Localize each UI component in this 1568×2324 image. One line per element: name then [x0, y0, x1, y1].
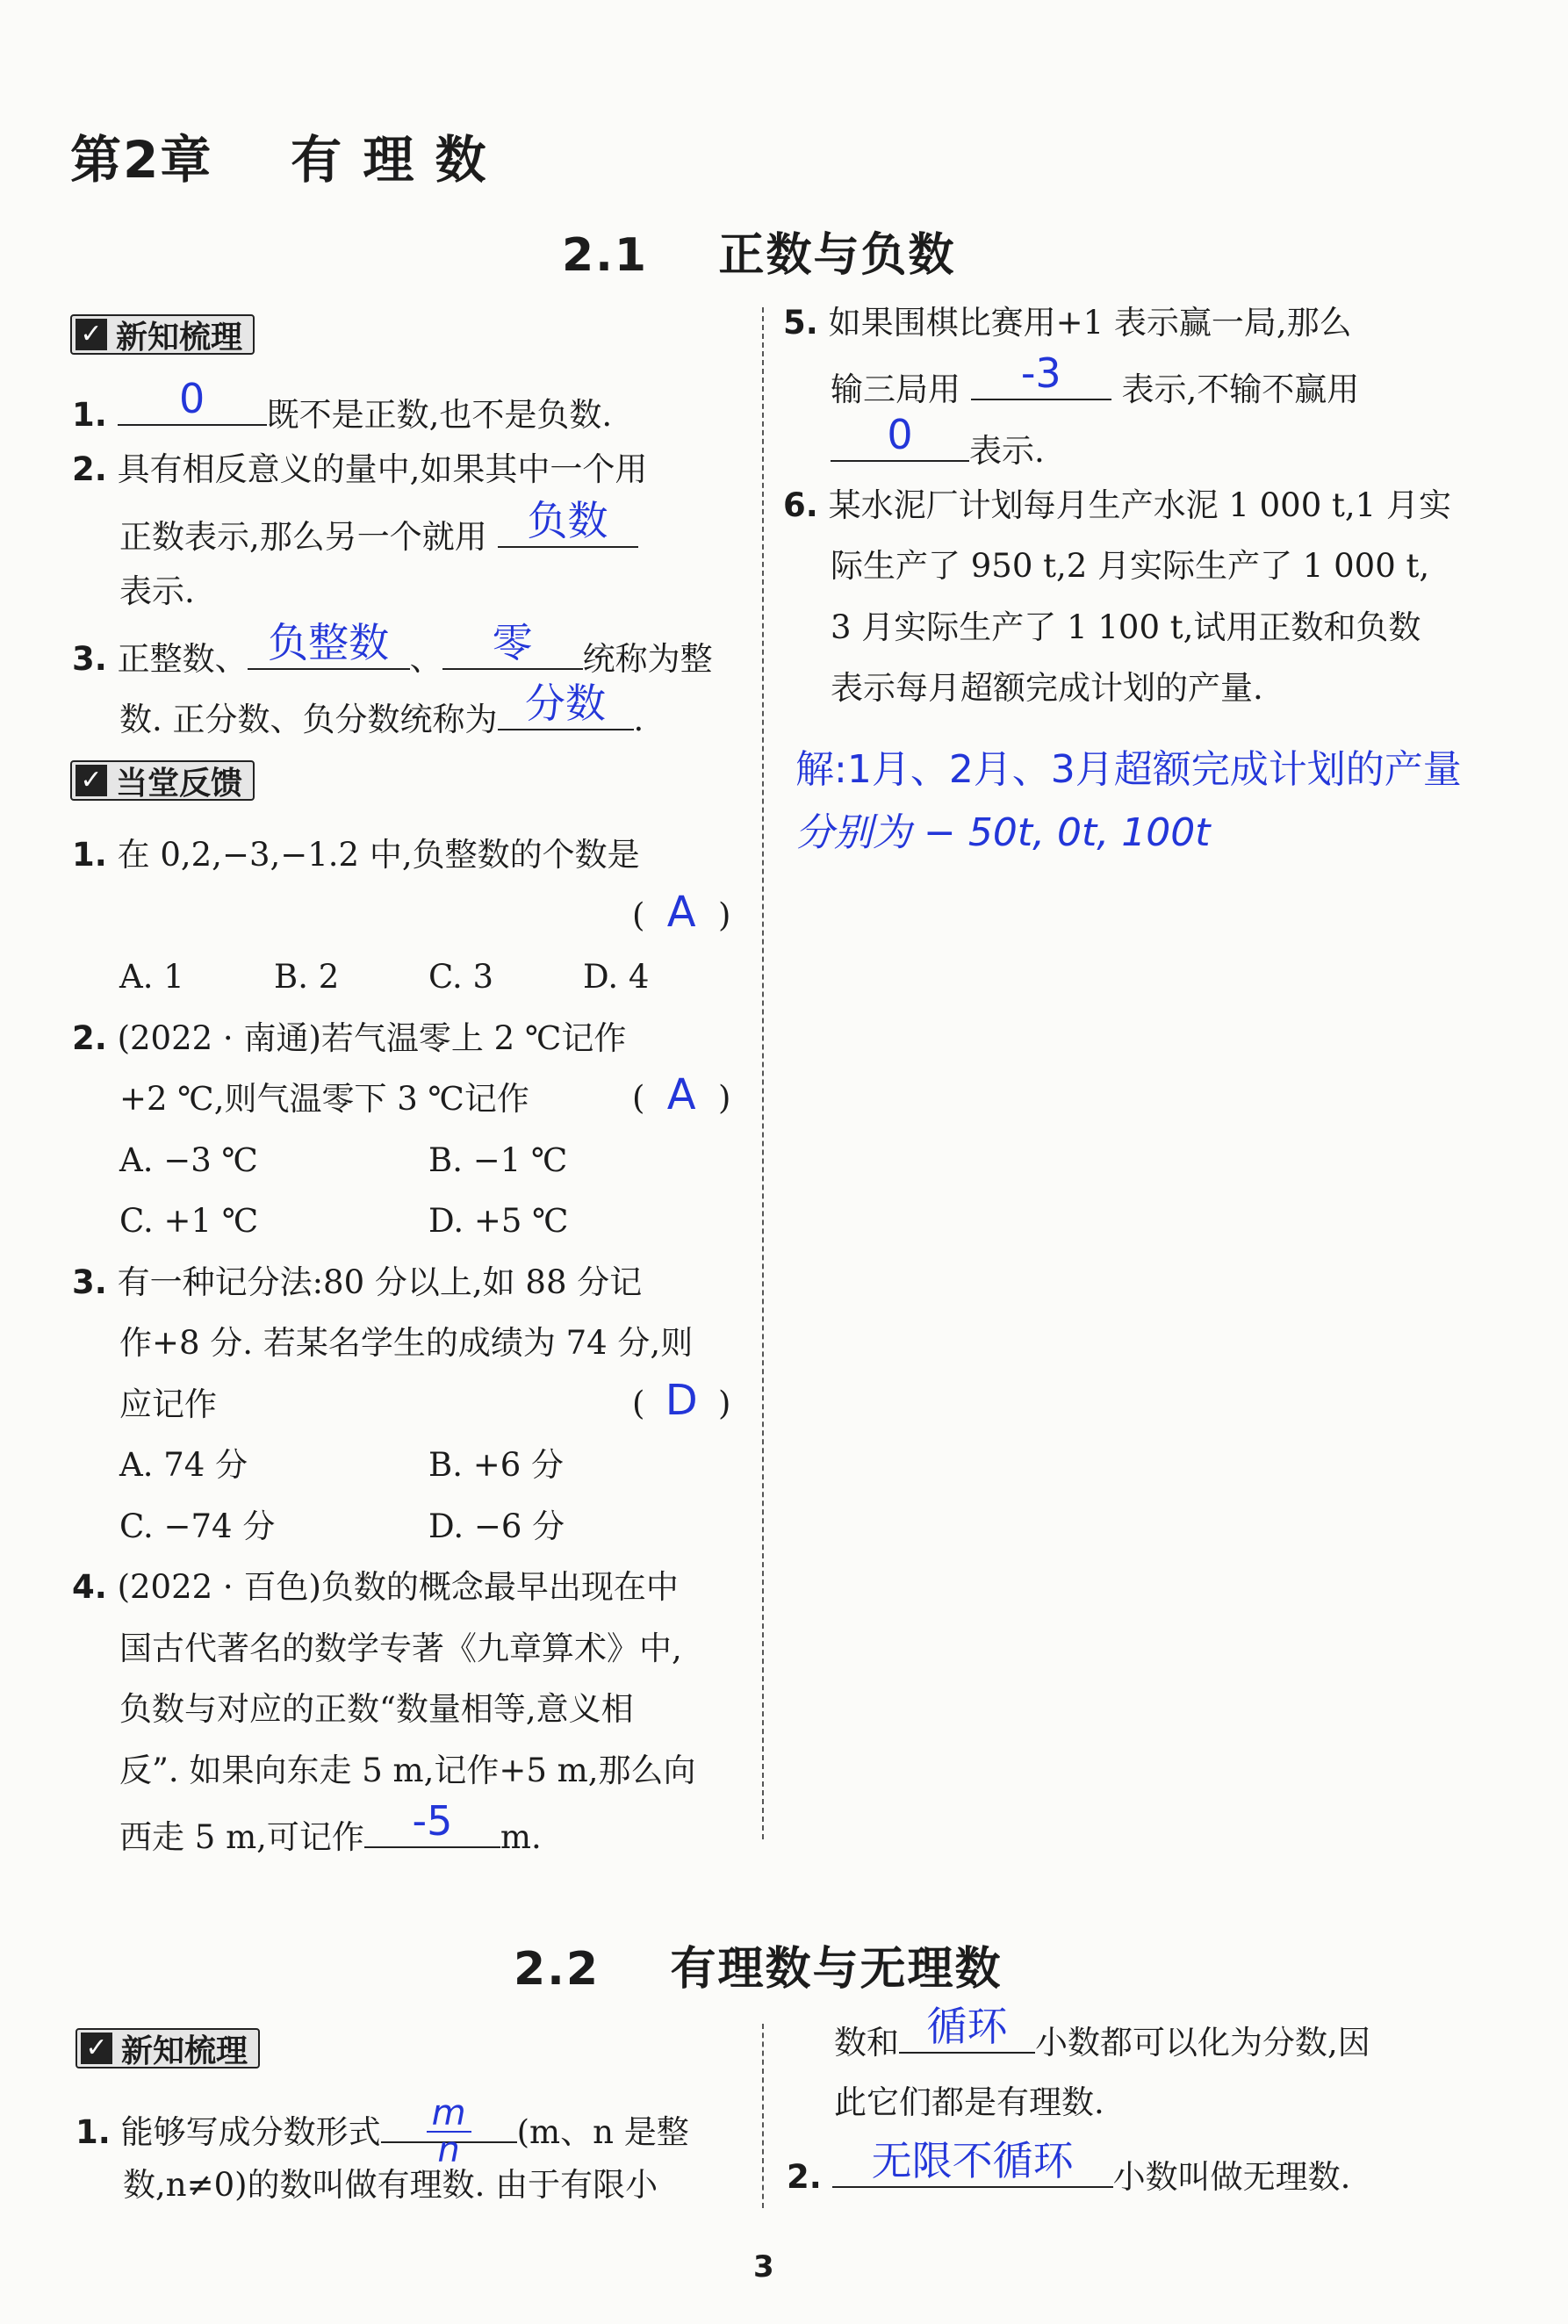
- handwritten-answer: -5: [412, 1797, 453, 1845]
- feedback-q5: [783, 303, 1352, 343]
- question-text: m.: [500, 1818, 542, 1856]
- option-a: A. 74 分: [119, 1446, 248, 1484]
- question-text: 某水泥厂计划每月生产水泥 1 000 t,1 月实: [828, 486, 1451, 524]
- knowledge-q3: [72, 619, 713, 680]
- option-c: C. +1 ℃: [119, 1202, 259, 1240]
- question-text: 有一种记分法:80 分以上,如 88 分记: [117, 1263, 643, 1301]
- handwritten-answer: 零: [492, 619, 533, 666]
- feedback-q3-line2: 作+8 分. 若某名学生的成绩为 74 分,则: [119, 1324, 694, 1362]
- feedback-q3-line3: 应记作: [119, 1385, 217, 1423]
- question-text: 表示,不输不赢用: [1121, 371, 1360, 408]
- answer-blank: [364, 1797, 500, 1848]
- feedback-q1: [72, 835, 640, 875]
- answer-blank: [831, 411, 969, 462]
- feedback-q5-line3: [831, 411, 1045, 471]
- answer-blank: [381, 2093, 517, 2170]
- answer-blank: [498, 497, 638, 548]
- option-a: A. 1: [119, 958, 184, 996]
- handwritten-answer: 0: [887, 411, 913, 458]
- fraction-numerator: m: [427, 2096, 471, 2133]
- badge-label: 新知梳理: [116, 319, 243, 356]
- option-b: B. 2: [274, 958, 340, 996]
- question-number: 5.: [783, 304, 818, 342]
- s2-q1: [76, 2093, 689, 2170]
- feedback-q4-line4: 反”. 如果向东走 5 m,记作+5 m,那么向: [119, 1752, 696, 1789]
- badge-label: 新知梳理: [121, 2033, 248, 2069]
- knowledge-q2-line2: [119, 497, 638, 558]
- question-number: 3.: [72, 1263, 107, 1301]
- badge-feedback: [70, 760, 255, 801]
- question-number: 4.: [72, 1568, 107, 1606]
- handwritten-answer: 无限不循环: [871, 2137, 1074, 2184]
- feedback-q4: [72, 1567, 679, 1608]
- handwritten-answer: 负数: [527, 497, 608, 544]
- question-text: (2022 · 南通)若气温零上 2 ℃记作: [117, 1019, 627, 1057]
- knowledge-q3-line2: [119, 680, 644, 740]
- option-c: C. −74 分: [119, 1507, 276, 1545]
- section-title-2-1: 2.1 正数与负数: [562, 229, 956, 282]
- fraction-answer: [381, 2093, 517, 2170]
- feedback-q5-line2: [831, 349, 1360, 410]
- column-divider: [762, 307, 764, 1839]
- feedback-q4-line3: 负数与对应的正数“数量相等,意义相: [119, 1690, 634, 1728]
- option-d: D. +5 ℃: [428, 1202, 569, 1240]
- question-number: 2.: [787, 2158, 822, 2196]
- feedback-q2-line2: +2 ℃,则气温零下 3 ℃记作: [119, 1080, 529, 1118]
- s2-q1-line3: [834, 2003, 1370, 2063]
- answer-blank: [118, 375, 267, 426]
- checkbox-icon: ✓: [76, 765, 107, 796]
- answer-paren: ( A ): [632, 1070, 731, 1119]
- section-title-2-2: 2.2 有理数与无理数: [514, 1943, 1003, 1996]
- question-text: 数和: [834, 2024, 899, 2061]
- handwritten-solution-line1: 解:1月、2月、3月超额完成计划的产量: [795, 747, 1462, 792]
- question-text: 输三局用: [831, 371, 960, 408]
- checkbox-icon: ✓: [76, 319, 107, 350]
- badge-new-knowledge-2: [76, 2028, 260, 2069]
- question-text: (m、n 是整: [516, 2113, 689, 2151]
- answer-paren: ( D ): [632, 1376, 731, 1425]
- feedback-q6-line2: 际生产了 950 t,2 月实际生产了 1 000 t,: [831, 547, 1430, 585]
- question-number: 1.: [72, 396, 107, 434]
- handwritten-choice: A: [666, 1070, 696, 1119]
- question-number: 3.: [72, 640, 107, 678]
- feedback-q4-line5: [119, 1797, 542, 1858]
- question-number: 1.: [76, 2113, 111, 2151]
- feedback-q6-line4: 表示每月超额完成计划的产量.: [831, 669, 1263, 707]
- answer-blank: [832, 2137, 1113, 2188]
- feedback-q3: [72, 1263, 642, 1303]
- question-text: 小数叫做无理数.: [1112, 2158, 1351, 2196]
- handwritten-answer: 负整数: [268, 619, 390, 666]
- answer-blank: [899, 2003, 1035, 2054]
- question-text: 西走 5 m,可记作: [119, 1818, 364, 1856]
- question-number: 2.: [72, 450, 107, 488]
- question-text: 正数表示,那么另一个就用: [119, 518, 487, 556]
- question-text: .: [633, 701, 644, 738]
- feedback-q2: [72, 1018, 626, 1059]
- question-text: 具有相反意义的量中,如果其中一个用: [117, 450, 648, 488]
- question-text: 如果围棋比赛用+1 表示赢一局,那么: [828, 304, 1352, 342]
- column-divider-2: [762, 2024, 764, 2208]
- answer-blank: [971, 349, 1111, 400]
- checkbox-icon: ✓: [81, 2033, 112, 2064]
- s2-q1-line2: 数,n≠0)的数叫做有理数. 由于有限小: [123, 2166, 658, 2204]
- chapter-title: 第2章 有 理 数: [70, 130, 488, 190]
- handwritten-solution-line2: 分别为 − 50t, 0t, 100t: [795, 810, 1211, 855]
- handwritten-answer: -3: [1020, 349, 1061, 397]
- s2-q2: [787, 2137, 1351, 2198]
- feedback-q6: [783, 486, 1451, 526]
- handwritten-answer: 循环: [926, 2003, 1008, 2050]
- question-text: 既不是正数,也不是负数.: [266, 396, 613, 434]
- question-number: 6.: [783, 486, 818, 524]
- page-number: 3: [753, 2249, 774, 2284]
- question-text: 数. 正分数、负分数统称为: [119, 701, 498, 738]
- question-text: 小数都可以化为分数,因: [1035, 2024, 1370, 2061]
- answer-blank: [442, 619, 583, 670]
- option-d: D. 4: [583, 958, 650, 996]
- handwritten-answer: 0: [178, 375, 205, 422]
- badge-new-knowledge: [70, 314, 255, 355]
- question-text: (2022 · 百色)负数的概念最早出现在中: [117, 1568, 679, 1606]
- separator: 、: [409, 640, 442, 678]
- answer-blank: [248, 619, 410, 670]
- badge-label: 当堂反馈: [116, 765, 243, 802]
- question-text: 正整数、: [117, 640, 248, 678]
- knowledge-q1: [72, 375, 613, 435]
- question-number: 2.: [72, 1019, 107, 1057]
- fraction-denominator: n: [437, 2130, 460, 2170]
- option-c: C. 3: [428, 958, 494, 996]
- answer-blank: [498, 680, 634, 730]
- feedback-q6-line3: 3 月实际生产了 1 100 t,试用正数和负数: [831, 608, 1421, 646]
- knowledge-q2-line3: 表示.: [119, 572, 195, 610]
- handwritten-answer: 分数: [525, 680, 607, 727]
- option-b: B. +6 分: [428, 1446, 565, 1484]
- s2-q1-line4: 此它们都是有理数.: [834, 2083, 1104, 2121]
- option-d: D. −6 分: [428, 1507, 565, 1545]
- option-b: B. −1 ℃: [428, 1141, 568, 1179]
- feedback-q4-line2: 国古代著名的数学专著《九章算术》中,: [119, 1630, 682, 1667]
- knowledge-q2: [72, 450, 647, 490]
- option-a: A. −3 ℃: [119, 1141, 258, 1179]
- handwritten-choice: A: [666, 888, 696, 937]
- question-text: 统称为整: [582, 640, 713, 678]
- question-text: 表示.: [969, 432, 1045, 470]
- question-text: 能够写成分数形式: [120, 2113, 381, 2151]
- answer-paren: ( A ): [632, 888, 731, 937]
- question-text: 在 0,2,−3,−1.2 中,负整数的个数是: [117, 836, 640, 874]
- question-number: 1.: [72, 836, 107, 874]
- handwritten-choice: D: [665, 1376, 698, 1425]
